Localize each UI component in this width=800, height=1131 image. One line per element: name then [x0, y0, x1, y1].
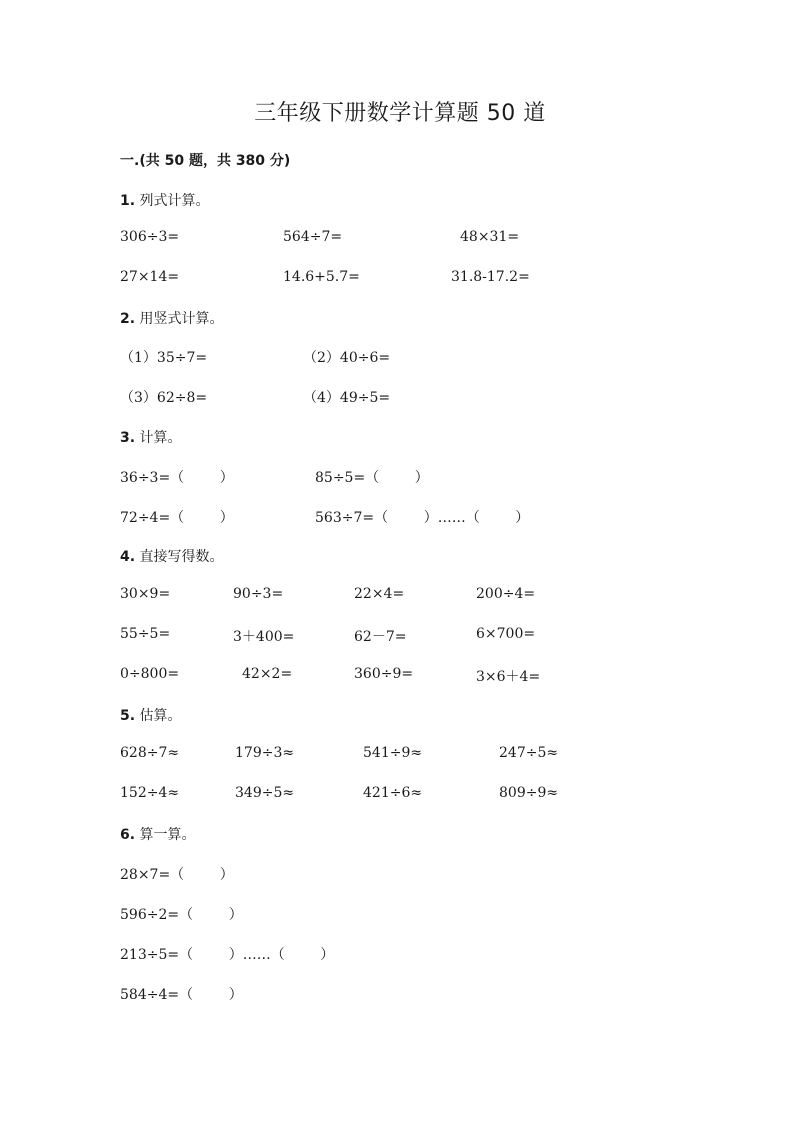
problem-item: 584÷4=（ ）: [120, 987, 243, 1003]
problem-item: （3）62÷8=: [120, 390, 208, 406]
problem-item: 809÷9≈: [499, 785, 559, 801]
problem-item: 30×9=: [120, 586, 171, 602]
problem-item: 596÷2=（ ）: [120, 907, 243, 923]
question-text: 算一算。: [139, 827, 196, 843]
question-text: 计算。: [139, 430, 182, 446]
problem-item: （1）35÷7=: [120, 350, 208, 366]
problem-item: 27×14=: [120, 269, 180, 285]
question-number: 5.: [120, 708, 136, 724]
problem-item: 349÷5≈: [235, 785, 295, 801]
problem-item: 628÷7≈: [120, 745, 180, 761]
problem-item: 179÷3≈: [235, 745, 295, 761]
section-heading: 一.(共 50 题，共 380 分): [120, 153, 291, 169]
problem-item: 3×6＋4=: [476, 669, 541, 685]
question-text: 直接写得数。: [139, 549, 224, 565]
problem-item: 541÷9≈: [363, 745, 423, 761]
problem-item: 14.6+5.7=: [283, 269, 360, 285]
problem-item: 213÷5=（ ）……（ ）: [120, 947, 335, 963]
problem-item: 3＋400=: [233, 629, 295, 645]
problem-item: 421÷6≈: [363, 785, 423, 801]
question-2-heading: [120, 308, 224, 328]
question-4-heading: [120, 546, 224, 566]
page-title: 三年级下册数学计算题 50 道: [254, 101, 546, 126]
problem-item: 90÷3=: [233, 586, 284, 602]
problem-item: 200÷4=: [476, 586, 536, 602]
problem-item: 72÷4=（ ）: [120, 510, 234, 526]
problem-item: 564÷7=: [283, 229, 343, 245]
problem-item: 6×700=: [476, 626, 536, 642]
problem-item: 31.8-17.2=: [451, 269, 530, 285]
problem-item: 306÷3=: [120, 229, 180, 245]
question-text: 用竖式计算。: [139, 311, 224, 327]
problem-item: 85÷5=（ ）: [315, 470, 429, 486]
question-number: 3.: [120, 430, 136, 446]
question-6-heading: [120, 824, 196, 844]
problem-item: 360÷9=: [354, 666, 414, 682]
problem-item: 36÷3=（ ）: [120, 470, 234, 486]
problem-item: 28×7=（ ）: [120, 867, 234, 883]
question-text: 列式计算。: [139, 193, 210, 209]
question-number: 2.: [120, 311, 136, 327]
question-5-heading: [120, 705, 182, 725]
problem-item: 55÷5=: [120, 626, 171, 642]
question-text: 估算。: [139, 708, 182, 724]
problem-item: 48×31=: [460, 229, 520, 245]
problem-item: 247÷5≈: [499, 745, 559, 761]
problem-item: 62－7=: [354, 629, 407, 645]
problem-item: 152÷4≈: [120, 785, 180, 801]
question-1-heading: [120, 190, 210, 210]
question-number: 1.: [120, 193, 136, 209]
question-number: 6.: [120, 827, 136, 843]
problem-item: （2）40÷6=: [303, 350, 391, 366]
problem-item: （4）49÷5=: [303, 390, 391, 406]
question-number: 4.: [120, 549, 136, 565]
problem-item: 563÷7=（ ）……（ ）: [315, 510, 530, 526]
question-3-heading: [120, 427, 182, 447]
problem-item: 0÷800=: [120, 666, 180, 682]
problem-item: 42×2=: [242, 666, 293, 682]
problem-item: 22×4=: [354, 586, 405, 602]
